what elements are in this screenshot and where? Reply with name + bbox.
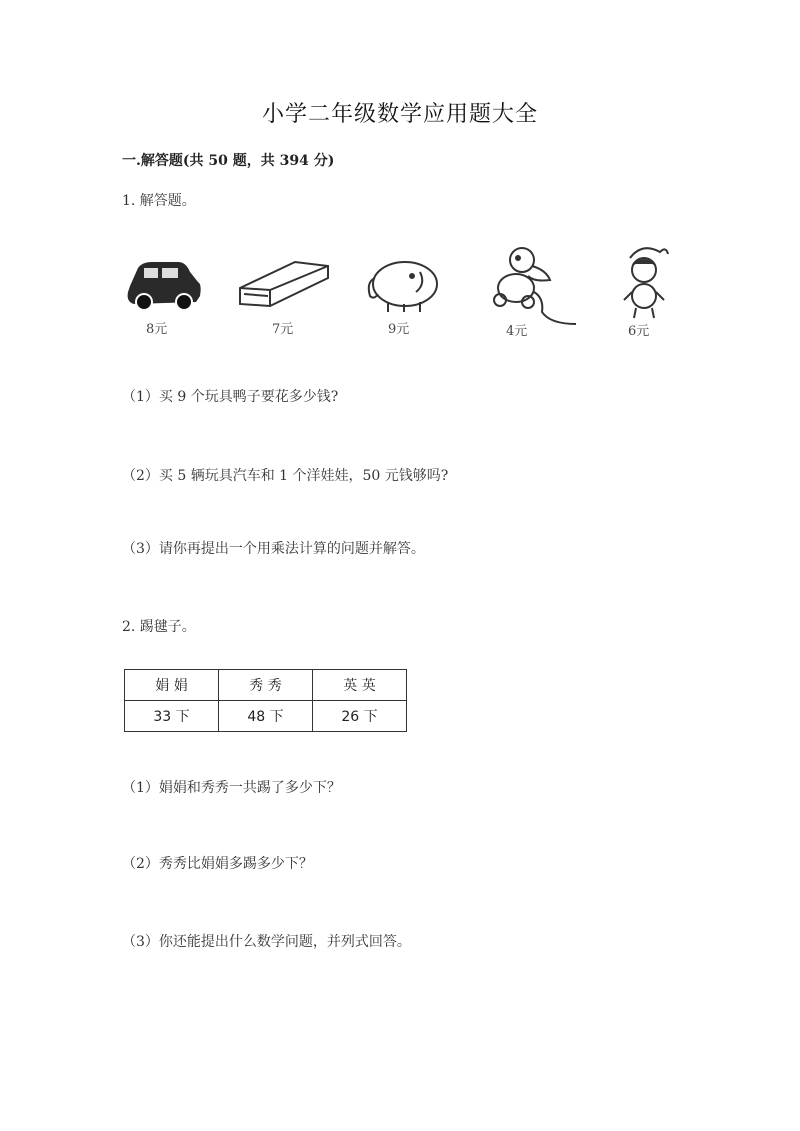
table-cell: 26 下	[313, 701, 407, 732]
question-1-part-3: （3）请你再提出一个用乘法计算的问题并解答。	[122, 541, 425, 557]
table-cell: 48 下	[219, 701, 313, 732]
section-heading: 一.解答题(共 50 题，共 394 分)	[122, 153, 335, 169]
question-2-part-1: （1）娟娟和秀秀一共踢了多少下？	[122, 780, 341, 796]
toy-duck-icon	[494, 248, 576, 324]
doll-icon	[624, 248, 668, 318]
question-1-label: 1. 解答题。	[122, 193, 196, 209]
question-2-part-3: （3）你还能提出什么数学问题，并列式回答。	[122, 934, 411, 950]
price-duck: 4元	[506, 324, 528, 339]
question-1-part-2: （2）买 5 辆玩具汽车和 1 个洋娃娃，50 元钱够吗?	[122, 468, 449, 484]
table-header-cell: 英 英	[313, 670, 407, 701]
toy-car-icon	[128, 262, 201, 310]
toy-price-picture	[120, 238, 690, 348]
page-title: 小学二年级数学应用题大全	[261, 102, 538, 127]
pencil-case-icon	[240, 262, 328, 306]
toy-elephant-icon	[369, 262, 437, 312]
price-car: 8元	[146, 322, 168, 337]
question-2-part-2: （2）秀秀比娟娟多踢多少下？	[122, 856, 313, 872]
question-1-part-1: （1）买 9 个玩具鸭子要花多少钱?	[122, 389, 339, 405]
table-cell: 33 下	[125, 701, 219, 732]
price-elephant: 9元	[388, 322, 410, 337]
table-row	[125, 701, 407, 732]
price-pencil-case: 7元	[272, 322, 294, 337]
price-doll: 6元	[628, 324, 650, 339]
kick-count-table	[124, 669, 407, 732]
table-header-cell: 娟 娟	[125, 670, 219, 701]
question-2-label: 2. 踢毽子。	[122, 619, 196, 635]
table-header-cell: 秀 秀	[219, 670, 313, 701]
table-row	[125, 670, 407, 701]
